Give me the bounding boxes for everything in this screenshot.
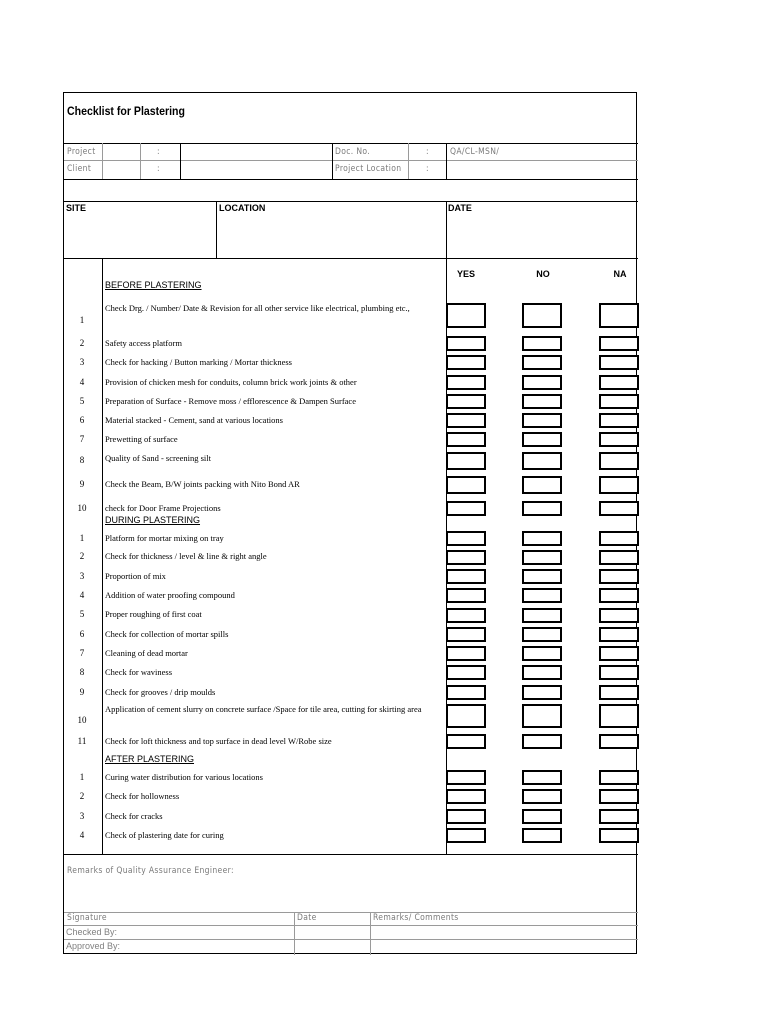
na-checkbox[interactable] bbox=[599, 608, 639, 623]
col-na: NA bbox=[613, 269, 627, 279]
yes-checkbox[interactable] bbox=[446, 627, 486, 642]
na-checkbox[interactable] bbox=[599, 665, 639, 680]
project-location-label: Project Location bbox=[335, 164, 402, 174]
yes-checkbox[interactable] bbox=[446, 809, 486, 824]
yes-checkbox[interactable] bbox=[446, 770, 486, 785]
no-checkbox[interactable] bbox=[522, 789, 562, 804]
doc-no-value: QA/CL-MSN/ bbox=[450, 147, 500, 157]
na-checkbox[interactable] bbox=[599, 569, 639, 584]
yes-checkbox[interactable] bbox=[446, 501, 486, 516]
na-checkbox[interactable] bbox=[599, 452, 639, 470]
yes-checkbox[interactable] bbox=[446, 476, 486, 494]
no-checkbox[interactable] bbox=[522, 501, 562, 516]
doc-no-colon: : bbox=[426, 147, 429, 157]
na-checkbox[interactable] bbox=[599, 394, 639, 409]
na-checkbox[interactable] bbox=[599, 770, 639, 785]
yes-checkbox[interactable] bbox=[446, 734, 486, 749]
no-checkbox[interactable] bbox=[522, 646, 562, 661]
no-checkbox[interactable] bbox=[522, 608, 562, 623]
na-checkbox[interactable] bbox=[599, 627, 639, 642]
no-checkbox[interactable] bbox=[522, 588, 562, 603]
project-location-colon: : bbox=[426, 164, 429, 174]
remarks-label: Remarks of Quality Assurance Engineer: bbox=[67, 866, 234, 876]
na-checkbox[interactable] bbox=[599, 501, 639, 516]
yes-checkbox[interactable] bbox=[446, 394, 486, 409]
no-checkbox[interactable] bbox=[522, 452, 562, 470]
na-checkbox[interactable] bbox=[599, 734, 639, 749]
no-checkbox[interactable] bbox=[522, 665, 562, 680]
na-checkbox[interactable] bbox=[599, 789, 639, 804]
project-label: Project bbox=[67, 147, 96, 157]
page-title: Checklist for Plastering bbox=[67, 104, 185, 118]
no-checkbox[interactable] bbox=[522, 809, 562, 824]
yes-checkbox[interactable] bbox=[446, 685, 486, 700]
na-checkbox[interactable] bbox=[599, 704, 639, 728]
yes-checkbox[interactable] bbox=[446, 432, 486, 447]
no-checkbox[interactable] bbox=[522, 704, 562, 728]
no-checkbox[interactable] bbox=[522, 336, 562, 351]
no-checkbox[interactable] bbox=[522, 550, 562, 565]
yes-checkbox[interactable] bbox=[446, 665, 486, 680]
doc-no-label: Doc. No. bbox=[335, 147, 371, 157]
client-colon: : bbox=[157, 164, 160, 174]
yes-checkbox[interactable] bbox=[446, 789, 486, 804]
no-checkbox[interactable] bbox=[522, 355, 562, 370]
na-checkbox[interactable] bbox=[599, 432, 639, 447]
no-checkbox[interactable] bbox=[522, 734, 562, 749]
no-checkbox[interactable] bbox=[522, 685, 562, 700]
na-checkbox[interactable] bbox=[599, 336, 639, 351]
checked-by-label: Checked By: bbox=[66, 927, 118, 937]
approved-by-label: Approved By: bbox=[66, 941, 121, 951]
col-yes: YES bbox=[456, 269, 475, 279]
yes-checkbox[interactable] bbox=[446, 569, 486, 584]
no-checkbox[interactable] bbox=[522, 413, 562, 428]
project-colon: : bbox=[157, 147, 160, 157]
na-checkbox[interactable] bbox=[599, 646, 639, 661]
no-checkbox[interactable] bbox=[522, 828, 562, 843]
yes-checkbox[interactable] bbox=[446, 303, 486, 328]
remarks-comments-label: Remarks/ Comments bbox=[373, 913, 459, 923]
yes-checkbox[interactable] bbox=[446, 375, 486, 390]
yes-checkbox[interactable] bbox=[446, 828, 486, 843]
no-checkbox[interactable] bbox=[522, 531, 562, 546]
no-checkbox[interactable] bbox=[522, 627, 562, 642]
checklist-sheet: Checklist for Plastering Project : Doc. No. : QA/CL-MSN/ Client : Project Location : SITE LOCATION DATE YES NO NA BEFORE PLASTERING 1 Check Drg. / Number/ Date & Revision for all other service like electrical, plumbing etc., 2 Safety access platform 3 Check for hacking / Button marking / Mortar thickness 4 Provision of chicken mesh for conduits, column brick work joints & other 5 Preparation of Surface - Remove moss / efflorescence & Dampen Surface 6 Material stacked - Cement, sand at various locations 7 Prewetting of surface 8 Quality of Sand - screening silt 9 Check the Beam, B/W joints packing with Nito Bond AR 10 check for Door Frame Projections DURING PLASTERING 1 Platform for mortar mixing on tray 2 Check for thickness / level & line & right angle 3 Proportion of mix 4 Addition of water proofing compound 5 Proper roughing of first coat 6 Check for collection of mortar spills 7 Cleaning of dead mortar 8 Check for waviness 9 Check for grooves / drip moulds 10 Application of cement slurry on concrete surface /Space for tile area, cutting for skirting area 11 Check for loft thickness and top surface in dead level W/Robe size AFTER PLASTERING 1 Curing water distribution for various locations 2 Check for hollowness 3 Check for cracks 4 Check of plastering date for curing Remarks of Quality Assurance Engineer: Signature Date Remarks/ Comments Checked By: Approved By: bbox=[63, 92, 637, 954]
yes-checkbox[interactable] bbox=[446, 588, 486, 603]
yes-checkbox[interactable] bbox=[446, 355, 486, 370]
no-checkbox[interactable] bbox=[522, 432, 562, 447]
footer-date-label: Date bbox=[297, 913, 317, 923]
na-checkbox[interactable] bbox=[599, 588, 639, 603]
yes-checkbox[interactable] bbox=[446, 336, 486, 351]
yes-checkbox[interactable] bbox=[446, 531, 486, 546]
yes-checkbox[interactable] bbox=[446, 452, 486, 470]
section-after-title: AFTER PLASTERING bbox=[105, 754, 195, 764]
na-checkbox[interactable] bbox=[599, 303, 639, 328]
na-checkbox[interactable] bbox=[599, 685, 639, 700]
no-checkbox[interactable] bbox=[522, 770, 562, 785]
section-before-title: BEFORE PLASTERING bbox=[105, 280, 202, 290]
yes-checkbox[interactable] bbox=[446, 704, 486, 728]
yes-checkbox[interactable] bbox=[446, 608, 486, 623]
na-checkbox[interactable] bbox=[599, 809, 639, 824]
yes-checkbox[interactable] bbox=[446, 550, 486, 565]
na-checkbox[interactable] bbox=[599, 355, 639, 370]
site-label: SITE bbox=[66, 203, 87, 213]
client-label: Client bbox=[67, 164, 92, 174]
date-label: DATE bbox=[448, 203, 472, 213]
no-checkbox[interactable] bbox=[522, 303, 562, 328]
na-checkbox[interactable] bbox=[599, 413, 639, 428]
location-label: LOCATION bbox=[219, 203, 266, 213]
col-no: NO bbox=[536, 269, 550, 279]
yes-checkbox[interactable] bbox=[446, 646, 486, 661]
signature-label: Signature bbox=[67, 913, 107, 923]
no-checkbox[interactable] bbox=[522, 394, 562, 409]
na-checkbox[interactable] bbox=[599, 550, 639, 565]
na-checkbox[interactable] bbox=[599, 828, 639, 843]
no-checkbox[interactable] bbox=[522, 569, 562, 584]
na-checkbox[interactable] bbox=[599, 531, 639, 546]
na-checkbox[interactable] bbox=[599, 476, 639, 494]
yes-checkbox[interactable] bbox=[446, 413, 486, 428]
section-during-title: DURING PLASTERING bbox=[105, 515, 201, 525]
no-checkbox[interactable] bbox=[522, 375, 562, 390]
no-checkbox[interactable] bbox=[522, 476, 562, 494]
na-checkbox[interactable] bbox=[599, 375, 639, 390]
